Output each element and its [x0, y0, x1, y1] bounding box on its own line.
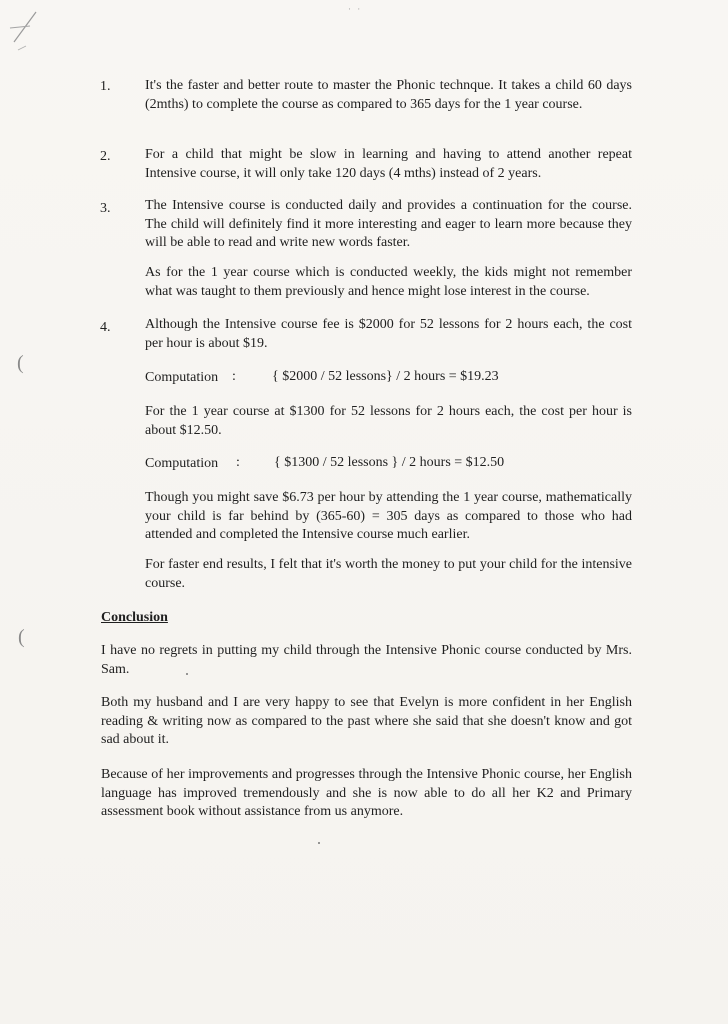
item-text: Although the Intensive course fee is $2000 for 52 lessons for 2 hours each, the cost per hour is about $19.	[145, 317, 632, 351]
scan-speck: · ·	[348, 4, 363, 14]
item-text: The Intensive course is conducted daily and provides a continuation for the course. The child will definitely find it more interesting and eager to learn more because they will be able to read and write new words faster.	[145, 198, 632, 250]
margin-bracket-mark: (	[17, 352, 24, 374]
conclusion-paragraph: Both my husband and I are very happy to see that Evelyn is more confident in her English reading & writing now as compared to the past where she said that she doesn't know and got sad about it.	[101, 695, 632, 747]
item-text: It's the faster and better route to master the Phonic technque. It takes a child 60 days (2mths) to complete the course as compared to 365 days for the 1 year course.	[145, 78, 632, 112]
scan-speck	[318, 842, 320, 844]
item-number: 4.	[100, 320, 111, 335]
item-number: 3.	[100, 201, 111, 216]
computation-expression: { $2000 / 52 lessons} / 2 hours = $19.23	[272, 369, 499, 384]
pen-stroke-mark	[6, 6, 54, 54]
conclusion-paragraph: I have no regrets in putting my child through the Intensive Phonic course conducted by Mrs. Sam.	[101, 643, 632, 677]
item-number: 1.	[100, 79, 111, 94]
scan-speck	[186, 673, 188, 675]
computation-colon: :	[236, 455, 240, 470]
item-paragraph: As for the 1 year course which is conducted weekly, the kids might not remember what was taught to them previously and hence might lose interest in the course.	[145, 265, 632, 299]
item-paragraph: For the 1 year course at $1300 for 52 lessons for 2 hours each, the cost per hour is about $12.50.	[145, 404, 632, 438]
item-paragraph: For faster end results, I felt that it's worth the money to put your child for the intensive course.	[145, 557, 632, 591]
computation-label: Computation	[145, 370, 219, 385]
conclusion-paragraph: Because of her improvements and progresses through the Intensive Phonic course, her English language has improved tremendously and she is now able to do all her K2 and Primary assessment book without assistance from us anymore.	[101, 767, 632, 819]
computation-label: Computation	[145, 456, 219, 471]
item-paragraph: Though you might save $6.73 per hour by attending the 1 year course, mathematically your child is far behind by (365-60) = 305 days as compared to those who had attended and completed the Intensive course much earlier.	[145, 490, 632, 542]
item-number: 2.	[100, 149, 111, 164]
computation-expression: { $1300 / 52 lessons } / 2 hours = $12.50	[274, 455, 505, 470]
margin-bracket-mark: (	[18, 626, 25, 648]
conclusion-heading: Conclusion	[101, 610, 168, 625]
computation-colon: :	[232, 369, 236, 384]
item-text: For a child that might be slow in learning and having to attend another repeat Intensive course, it will only take 120 days (4 mths) instead of 2 years.	[145, 147, 632, 181]
